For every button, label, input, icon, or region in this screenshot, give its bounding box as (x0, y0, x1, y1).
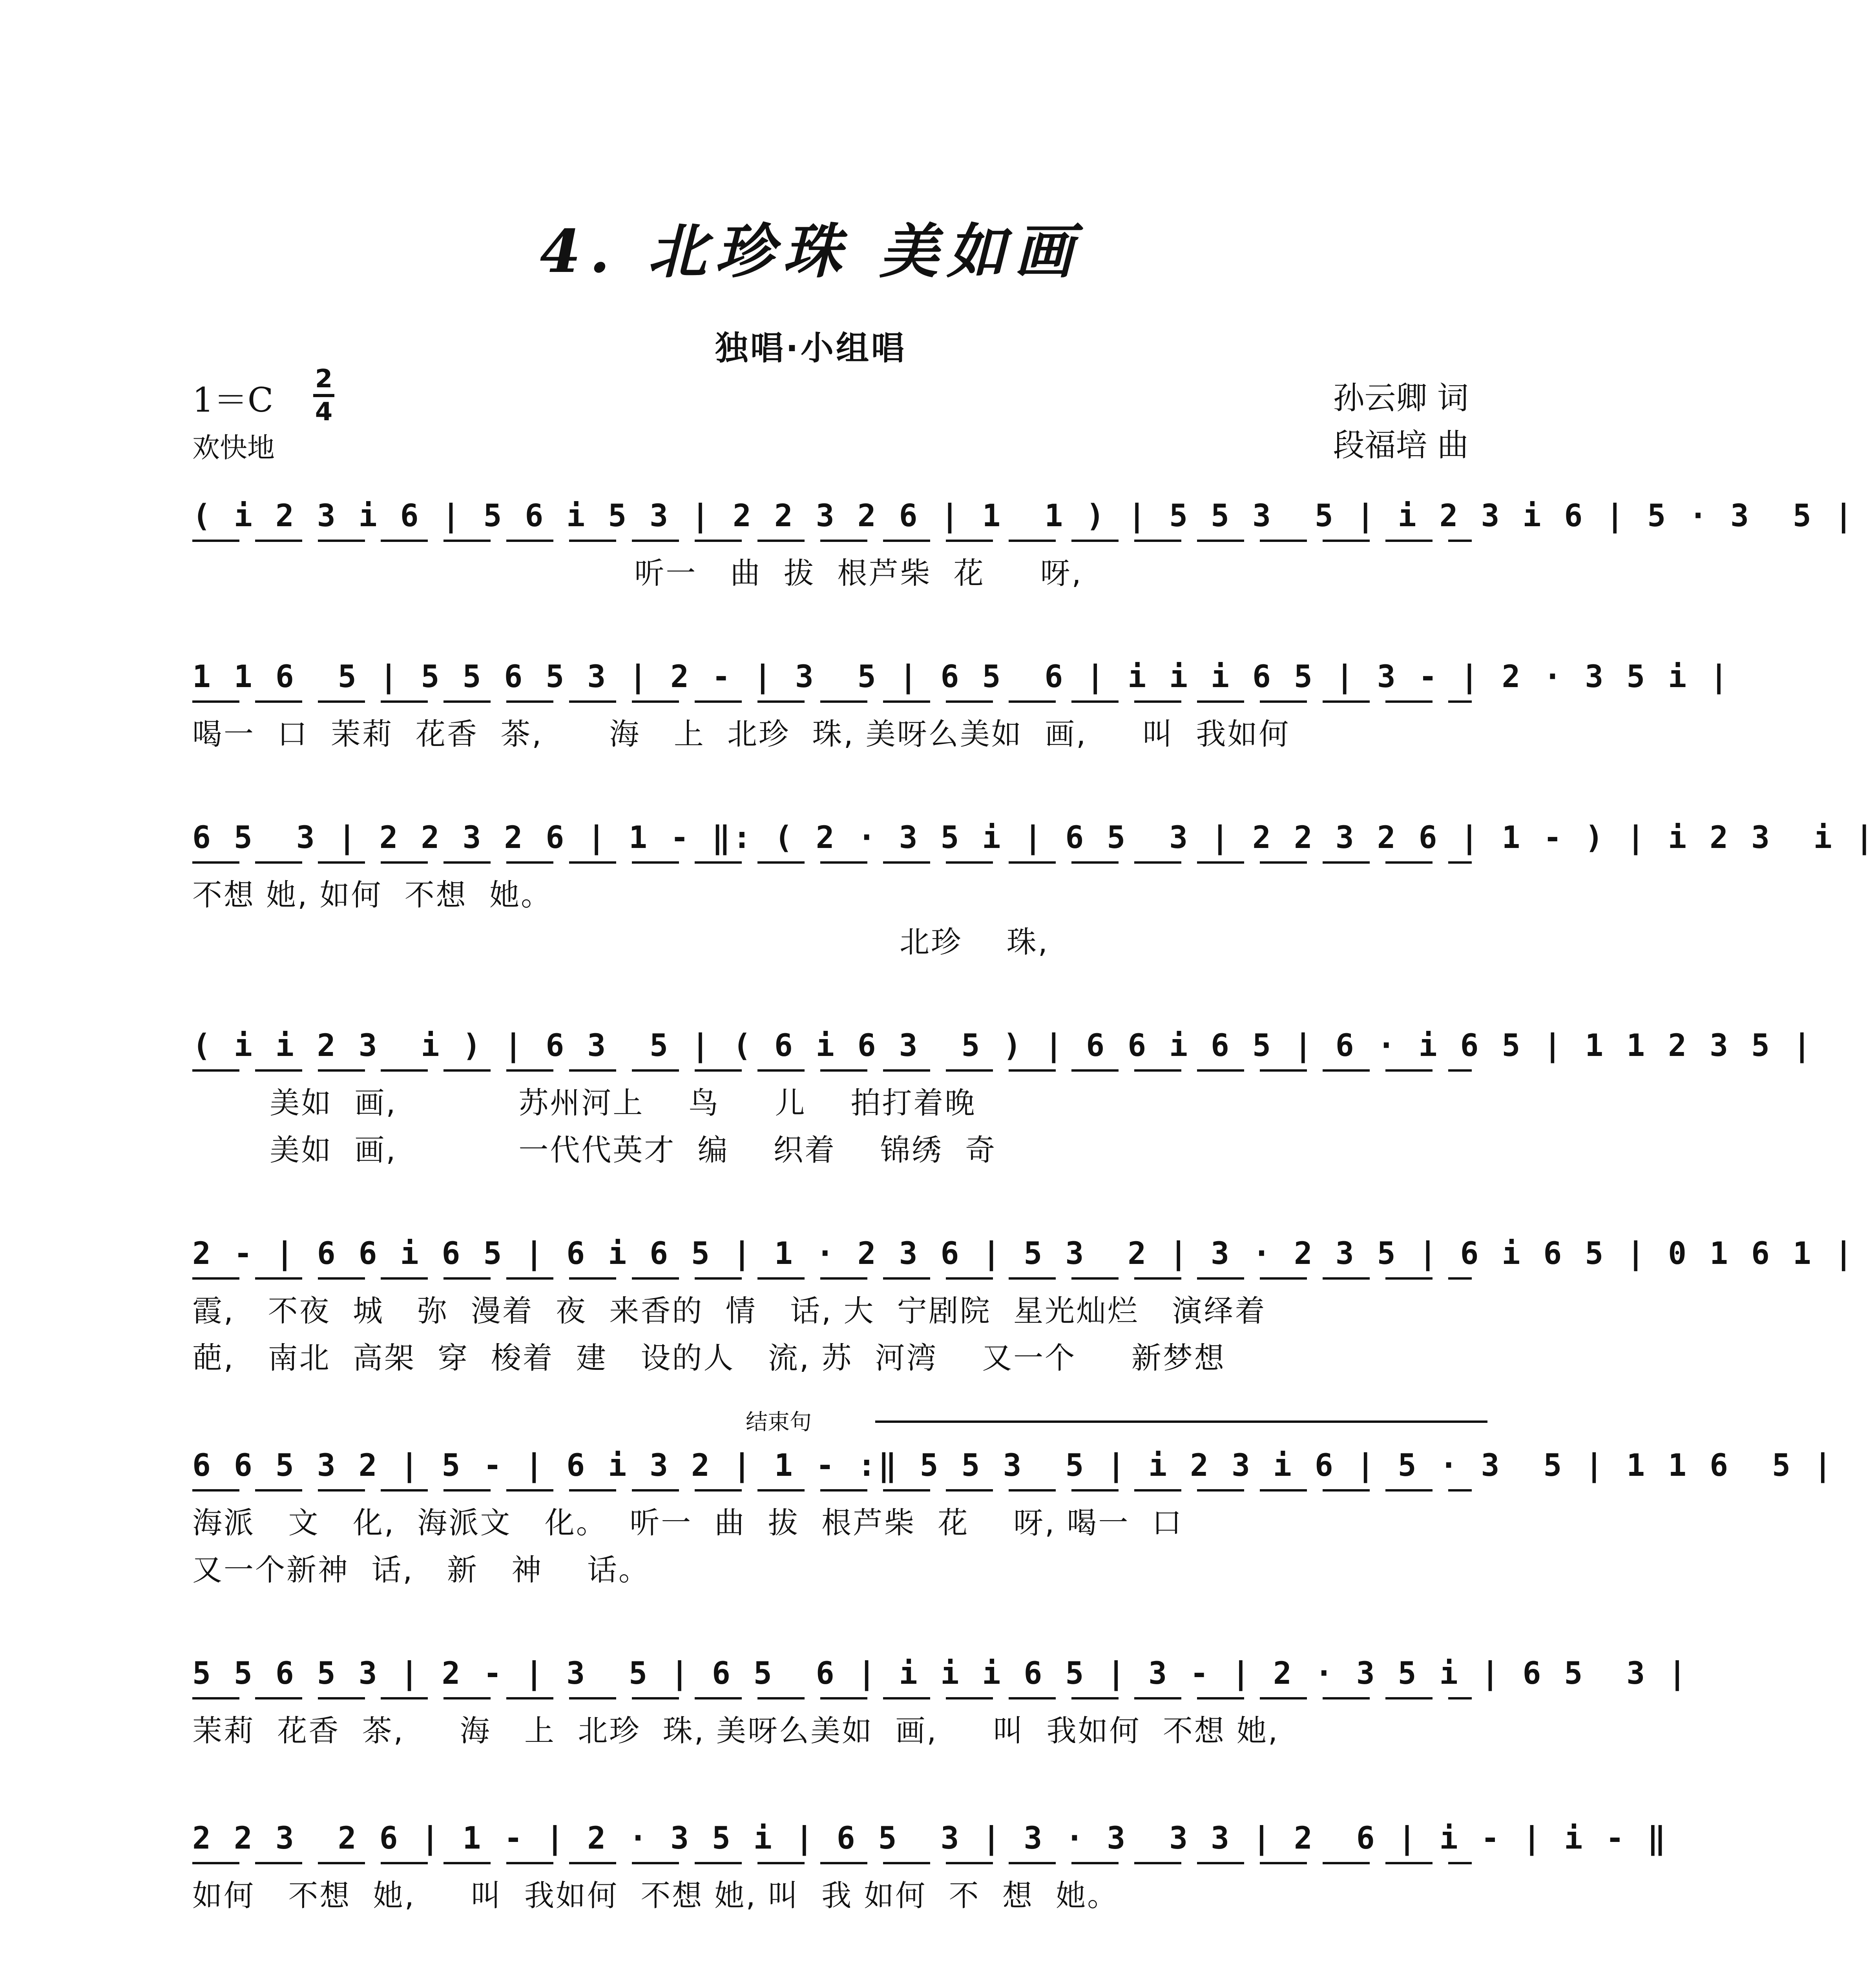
key-signature: 1＝C (192, 381, 274, 420)
lyric-line-8a: 如何 不想 她, 叫 我如何 不想 她, 叫 我 如何 不 想 她。 (192, 1878, 1119, 1913)
notation-line-1: ( i 2 3 i 6 | 5 6 i 5 3 | 2 2 3 2 6 | 1 1 ) | 5 5 3 5 | i 2 3 i 6 | 5 · 3 5 | (192, 498, 1855, 534)
notation-line-8: 2 2 3 2 6 | 1 - | 2 · 3 5 i | 6 5 3 | 3 · 3 3 3 | 2 6 | i - | i - ‖ (192, 1821, 1668, 1856)
lyric-line-3b: 北珍 珠, (192, 924, 1049, 959)
time-signature-bottom: 4 (315, 398, 333, 427)
beam-underline-1 (192, 540, 1472, 542)
lyric-line-7a: 茉莉 花香 茶, 海 上 北珍 珠, 美呀么美如 画, 叫 我如何 不想 她, (192, 1713, 1279, 1748)
tempo-marking: 欢快地 (192, 432, 275, 464)
lyric-line-4b: 美如 画, 一代代英才 编 织着 锦绣 奇 (192, 1132, 997, 1167)
lyric-line-6b: 又一个新神 话, 新 神 话。 (192, 1552, 650, 1587)
beam-underline-2 (192, 700, 1472, 703)
lyricist-credit: 孙云卿 词 (1333, 380, 1469, 416)
lyric-line-1a: 听一 曲 拔 根芦柴 花 呀, (192, 556, 1083, 591)
time-signature-top: 2 (315, 365, 333, 394)
time-signature-divider (313, 394, 334, 397)
lyric-line-3a: 不想 她, 如何 不想 她。 (192, 877, 553, 912)
beam-underline-7 (192, 1697, 1472, 1699)
notation-line-5: 2 - | 6 6 i 6 5 | 6 i 6 5 | 1 · 2 3 6 | 5 3 2 | 3 · 2 3 5 | 6 i 6 5 | 0 1 6 1 | (192, 1236, 1855, 1271)
song-title: 4. 北珍珠 美如画 (540, 217, 1082, 286)
performance-form: 独唱·小组唱 (715, 329, 907, 367)
lyric-line-4a: 美如 画, 苏州河上 鸟 儿 拍打着晚 (192, 1085, 976, 1120)
beam-underline-6 (192, 1489, 1472, 1492)
lyric-line-6a: 海派 文 化, 海派文 化。 听一 曲 拔 根芦柴 花 呀, 喝一 口 (192, 1505, 1183, 1540)
notation-line-6: 6 6 5 3 2 | 5 - | 6 i 3 2 | 1 - :‖ 5 5 3 5 | i 2 3 i 6 | 5 · 3 5 | 1 1 6 5 | (192, 1448, 1834, 1483)
notation-line-4: ( i i 2 3 i ) | 6 3 5 | ( 6 i 6 3 5 ) | 6 6 i 6 5 | 6 · i 6 5 | 1 1 2 3 5 | (192, 1028, 1814, 1063)
notation-line-7: 5 5 6 5 3 | 2 - | 3 5 | 6 5 6 | i i i 6 5 | 3 - | 2 · 3 5 i | 6 5 3 | (192, 1656, 1689, 1691)
notation-line-3: 6 5 3 | 2 2 3 2 6 | 1 - ‖: ( 2 · 3 5 i | 6 5 3 | 2 2 3 2 6 | 1 - ) | i 2 3 i | (192, 820, 1876, 855)
ending-section-label: 结束句 (746, 1410, 812, 1435)
ending-bracket-line (875, 1420, 1487, 1423)
beam-underline-8 (192, 1862, 1472, 1864)
beam-underline-4 (192, 1069, 1472, 1072)
composer-credit: 段福培 曲 (1333, 427, 1469, 463)
time-signature (310, 365, 338, 426)
beam-underline-3 (192, 861, 1472, 864)
notation-line-2: 1 1 6 5 | 5 5 6 5 3 | 2 - | 3 5 | 6 5 6 | i i i 6 5 | 3 - | 2 · 3 5 i | (192, 659, 1731, 695)
lyric-line-2a: 喝一 口 茉莉 花香 茶, 海 上 北珍 珠, 美呀么美如 画, 叫 我如何 (192, 717, 1290, 751)
lyric-line-5a: 霞, 不夜 城 弥 漫着 夜 来香的 情 话, 大 宁剧院 星光灿烂 演绎着 (192, 1293, 1266, 1328)
beam-underline-5 (192, 1277, 1472, 1280)
lyric-line-5b: 葩, 南北 高架 穿 梭着 建 设的人 流, 苏 河湾 又一个 新梦想 (192, 1340, 1226, 1375)
